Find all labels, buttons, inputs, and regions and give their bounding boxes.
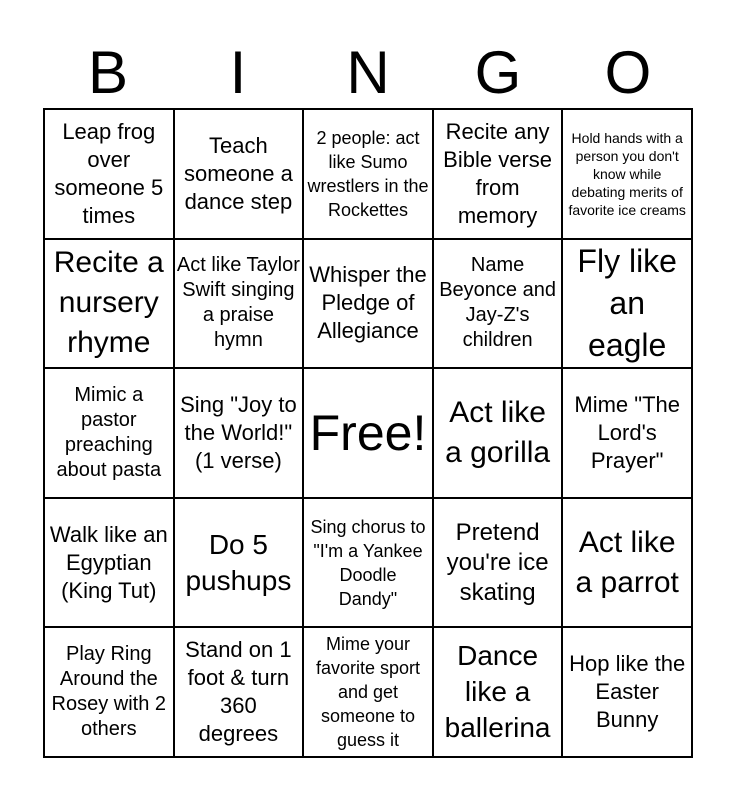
cell-text: Act like a gorilla	[445, 395, 551, 469]
bingo-cell	[433, 239, 563, 369]
bingo-cell	[44, 498, 174, 628]
bingo-cell	[562, 627, 692, 757]
bingo-cell	[44, 627, 174, 757]
cell-text: Teach someone a dance step	[183, 132, 293, 214]
bingo-cell	[562, 498, 692, 628]
bingo-grid	[43, 108, 693, 758]
bingo-cell	[562, 109, 692, 239]
cell-text: Sing chorus to "I'm a Yankee Doodle Dandy"	[310, 516, 426, 609]
cell-text: Recite a nursery rhyme	[53, 246, 164, 360]
bingo-cell	[433, 627, 563, 757]
bingo-cell	[174, 498, 304, 628]
bingo-cell	[44, 109, 174, 239]
bingo-cell	[303, 239, 433, 369]
cell-text: Pretend you're ice skating	[446, 518, 549, 606]
bingo-cell	[562, 239, 692, 369]
cell-text: Walk like an Egyptian (King Tut)	[49, 521, 168, 603]
cell-text: Stand on 1 foot & turn 360 degrees	[185, 637, 292, 747]
cell-text: Fly like an eagle	[577, 243, 677, 364]
bingo-header	[43, 40, 693, 106]
bingo-cell	[174, 109, 304, 239]
free-space: Free!	[309, 404, 427, 461]
cell-text: Mimic a pastor preaching about pasta	[56, 383, 162, 481]
header-letter-i: I	[229, 39, 247, 106]
cell-text: Act like a parrot	[575, 525, 679, 599]
cell-text: Play Ring Around the Rosey with 2 others	[51, 643, 167, 741]
cell-text: Do 5 pushups	[185, 528, 292, 596]
bingo-cell	[303, 368, 433, 498]
bingo-cell	[433, 498, 563, 628]
bingo-cell	[174, 239, 304, 369]
cell-text: Sing "Joy to the World!" (1 verse)	[180, 391, 297, 473]
bingo-cell	[174, 627, 304, 757]
bingo-cell	[433, 109, 563, 239]
bingo-cell	[303, 109, 433, 239]
header-letter-o: O	[604, 39, 652, 106]
cell-text: Mime your favorite sport and get someone to guess it	[315, 634, 420, 751]
cell-text: Hold hands with a person you don't know while debating merits of favorite ice creams	[568, 129, 686, 218]
cell-text: 2 people: act like Sumo wrestlers in the Rockettes	[307, 127, 429, 220]
bingo-cell	[303, 627, 433, 757]
bingo-cell	[433, 368, 563, 498]
bingo-cell	[44, 239, 174, 369]
cell-text: Whisper the Pledge of Allegiance	[309, 262, 427, 344]
cell-text: Recite any Bible verse from memory	[443, 118, 553, 228]
cell-text: Leap frog over someone 5 times	[54, 118, 164, 228]
bingo-cell	[303, 498, 433, 628]
bingo-cell	[44, 368, 174, 498]
header-letter-b: B	[87, 39, 129, 106]
bingo-cell	[174, 368, 304, 498]
cell-text: Name Beyonce and Jay-Z's children	[439, 254, 556, 352]
cell-text: Hop like the Easter Bunny	[569, 651, 686, 733]
header-letter-g: G	[474, 39, 522, 106]
cell-text: Dance like a ballerina	[444, 640, 551, 744]
bingo-cell	[562, 368, 692, 498]
header-letter-n: N	[346, 39, 390, 106]
cell-text: Act like Taylor Swift singing a praise hymn	[176, 254, 300, 352]
cell-text: Mime "The Lord's Prayer"	[574, 391, 680, 473]
